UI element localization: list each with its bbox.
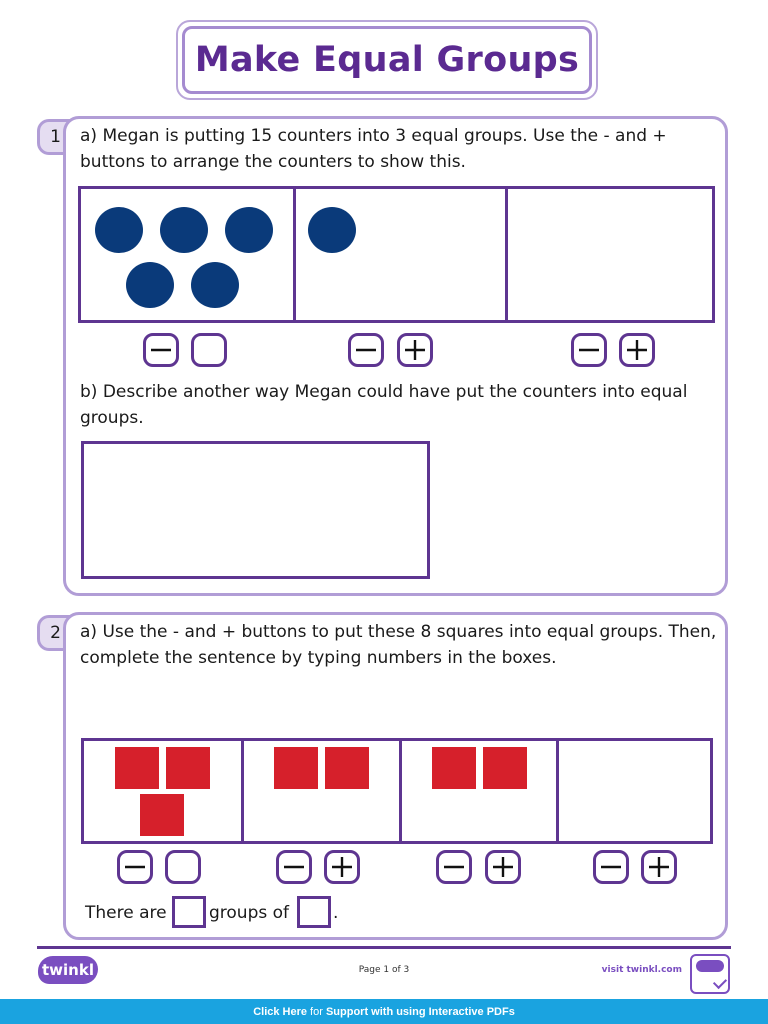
counter bbox=[126, 262, 174, 308]
q1b-answer-field[interactable] bbox=[81, 441, 430, 579]
question-1b-text: b) Describe another way Megan could have put the counters into equal groups. bbox=[80, 382, 688, 428]
minus-icon bbox=[123, 855, 147, 879]
plus-button[interactable] bbox=[165, 850, 201, 884]
minus-button[interactable] bbox=[436, 850, 472, 884]
logo-text: twinkl bbox=[42, 961, 94, 979]
question-2-number: 2 bbox=[37, 615, 77, 651]
plus-button[interactable] bbox=[191, 333, 227, 367]
counter bbox=[225, 207, 273, 253]
square bbox=[140, 794, 184, 836]
footer-divider bbox=[37, 946, 731, 949]
plus-button[interactable] bbox=[485, 850, 521, 884]
visit-link[interactable]: visit twinkl.com bbox=[601, 965, 682, 975]
q1-group-2 bbox=[293, 189, 505, 320]
support-text[interactable]: Support with using Interactive PDFs bbox=[325, 1005, 515, 1018]
minus-icon bbox=[577, 338, 601, 362]
group-size-field[interactable] bbox=[297, 896, 331, 928]
q2-group-4 bbox=[556, 741, 710, 841]
minus-button[interactable] bbox=[593, 850, 629, 884]
minus-button[interactable] bbox=[571, 333, 607, 367]
question-1a-text: a) Megan is putting 15 counters into 3 equal groups. Use the - and + buttons to arrange the counters to show this. bbox=[80, 126, 667, 172]
plus-button[interactable] bbox=[641, 850, 677, 884]
q1-groups bbox=[78, 186, 715, 323]
minus-button[interactable] bbox=[348, 333, 384, 367]
plus-button[interactable] bbox=[324, 850, 360, 884]
plus-button[interactable] bbox=[397, 333, 433, 367]
plus-icon bbox=[403, 338, 427, 362]
question-2a-text: a) Use the - and + buttons to put these 8 squares into equal groups. Then, complete the sentence by typing numbers in the boxes. bbox=[80, 622, 717, 668]
sentence-middle: groups of bbox=[209, 903, 290, 923]
minus-icon bbox=[149, 338, 173, 362]
plus-icon bbox=[625, 338, 649, 362]
minus-icon bbox=[282, 855, 306, 879]
q2-groups bbox=[81, 738, 713, 844]
page-number: Page 1 of 3 bbox=[358, 965, 410, 975]
square bbox=[325, 747, 369, 789]
counter bbox=[95, 207, 143, 253]
minus-icon bbox=[354, 338, 378, 362]
plus-icon bbox=[330, 855, 354, 879]
square bbox=[274, 747, 318, 789]
quality-badge-icon bbox=[690, 954, 730, 994]
square bbox=[432, 747, 476, 789]
q2-group-1 bbox=[84, 741, 241, 841]
counter bbox=[308, 207, 356, 253]
plus-icon bbox=[491, 855, 515, 879]
minus-button[interactable] bbox=[143, 333, 179, 367]
minus-icon bbox=[599, 855, 623, 879]
counter bbox=[191, 262, 239, 308]
q2-group-3 bbox=[399, 741, 556, 841]
square bbox=[115, 747, 159, 789]
square bbox=[483, 747, 527, 789]
square bbox=[166, 747, 210, 789]
q1-group-1 bbox=[81, 189, 293, 320]
page-title: Make Equal Groups bbox=[194, 40, 580, 80]
title-banner bbox=[176, 20, 598, 100]
support-bar[interactable] bbox=[0, 999, 768, 1024]
plus-button[interactable] bbox=[619, 333, 655, 367]
minus-button[interactable] bbox=[276, 850, 312, 884]
minus-button[interactable] bbox=[117, 850, 153, 884]
sentence-start: There are bbox=[85, 903, 167, 923]
groups-count-field[interactable] bbox=[172, 896, 206, 928]
twinkl-logo bbox=[38, 956, 98, 984]
counter bbox=[160, 207, 208, 253]
q1-group-3 bbox=[505, 189, 712, 320]
q2-group-2 bbox=[241, 741, 399, 841]
support-for: for bbox=[307, 1005, 326, 1018]
title-frame bbox=[182, 26, 592, 94]
question-1-number: 1 bbox=[37, 119, 77, 155]
click-here-link[interactable]: Click Here bbox=[253, 1005, 307, 1018]
plus-icon bbox=[647, 855, 671, 879]
minus-icon bbox=[442, 855, 466, 879]
sentence-end: . bbox=[333, 903, 339, 923]
